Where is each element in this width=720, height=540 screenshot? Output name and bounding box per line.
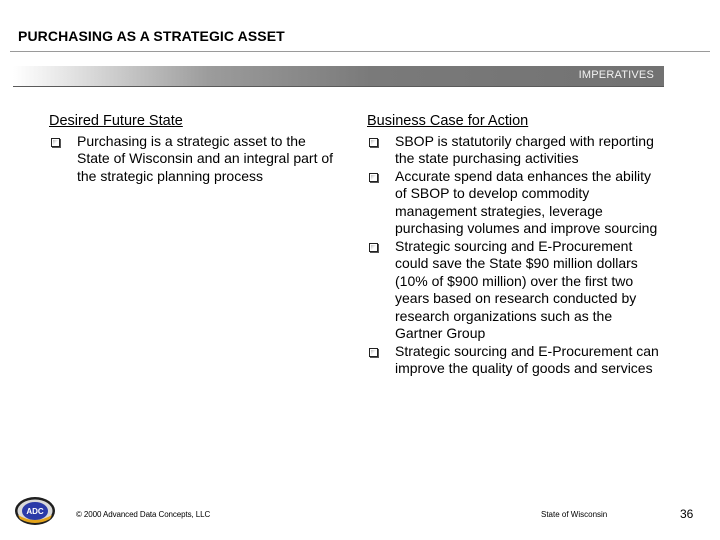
square-bullet-icon (369, 173, 378, 182)
section-heading: Desired Future State (49, 113, 183, 129)
logo-text: ADC (26, 507, 44, 516)
imperatives-banner (13, 66, 664, 86)
square-bullet-icon (51, 138, 60, 147)
adc-logo-icon (14, 496, 56, 526)
bullet-text: SBOP is statutorily charged with reporting the state purchasing activities (395, 132, 654, 166)
bullet-text: Purchasing is a strategic asset to the State of Wisconsin and an integral part of the strategic planning process (77, 132, 334, 184)
square-bullet-icon (369, 348, 378, 357)
section-heading: Business Case for Action (367, 113, 529, 129)
banner-label: IMPERATIVES (578, 69, 654, 81)
copyright-text: © 2000 Advanced Data Concepts, LLC (76, 510, 211, 519)
state-label: State of Wisconsin (541, 510, 608, 519)
list-item (367, 133, 667, 168)
page-title: PURCHASING AS A STRATEGIC ASSET (18, 28, 285, 44)
bullet-text: Strategic sourcing and E-Procurement can improve the quality of goods and services (395, 342, 659, 376)
bullet-text: Accurate spend data enhances the ability of SBOP to develop commodity management strategies, leverage purchasing volumes and improve sourcing (395, 167, 658, 236)
bullet-list (367, 133, 667, 378)
bullet-text: Strategic sourcing and E-Procurement could save the State $90 million dollars (10% of $900 million) over the first two years based on research conducted by research organizations such as the Gartner Group (395, 237, 638, 341)
square-bullet-icon (369, 138, 378, 147)
title-divider (10, 51, 710, 52)
page-number: 36 (680, 507, 694, 521)
desired-future-state-section (49, 113, 349, 185)
list-item (49, 133, 349, 186)
list-item (367, 238, 667, 343)
business-case-section (367, 113, 667, 378)
square-bullet-icon (369, 243, 378, 252)
list-item (367, 168, 667, 238)
list-item (367, 343, 667, 378)
bullet-list (49, 133, 349, 186)
